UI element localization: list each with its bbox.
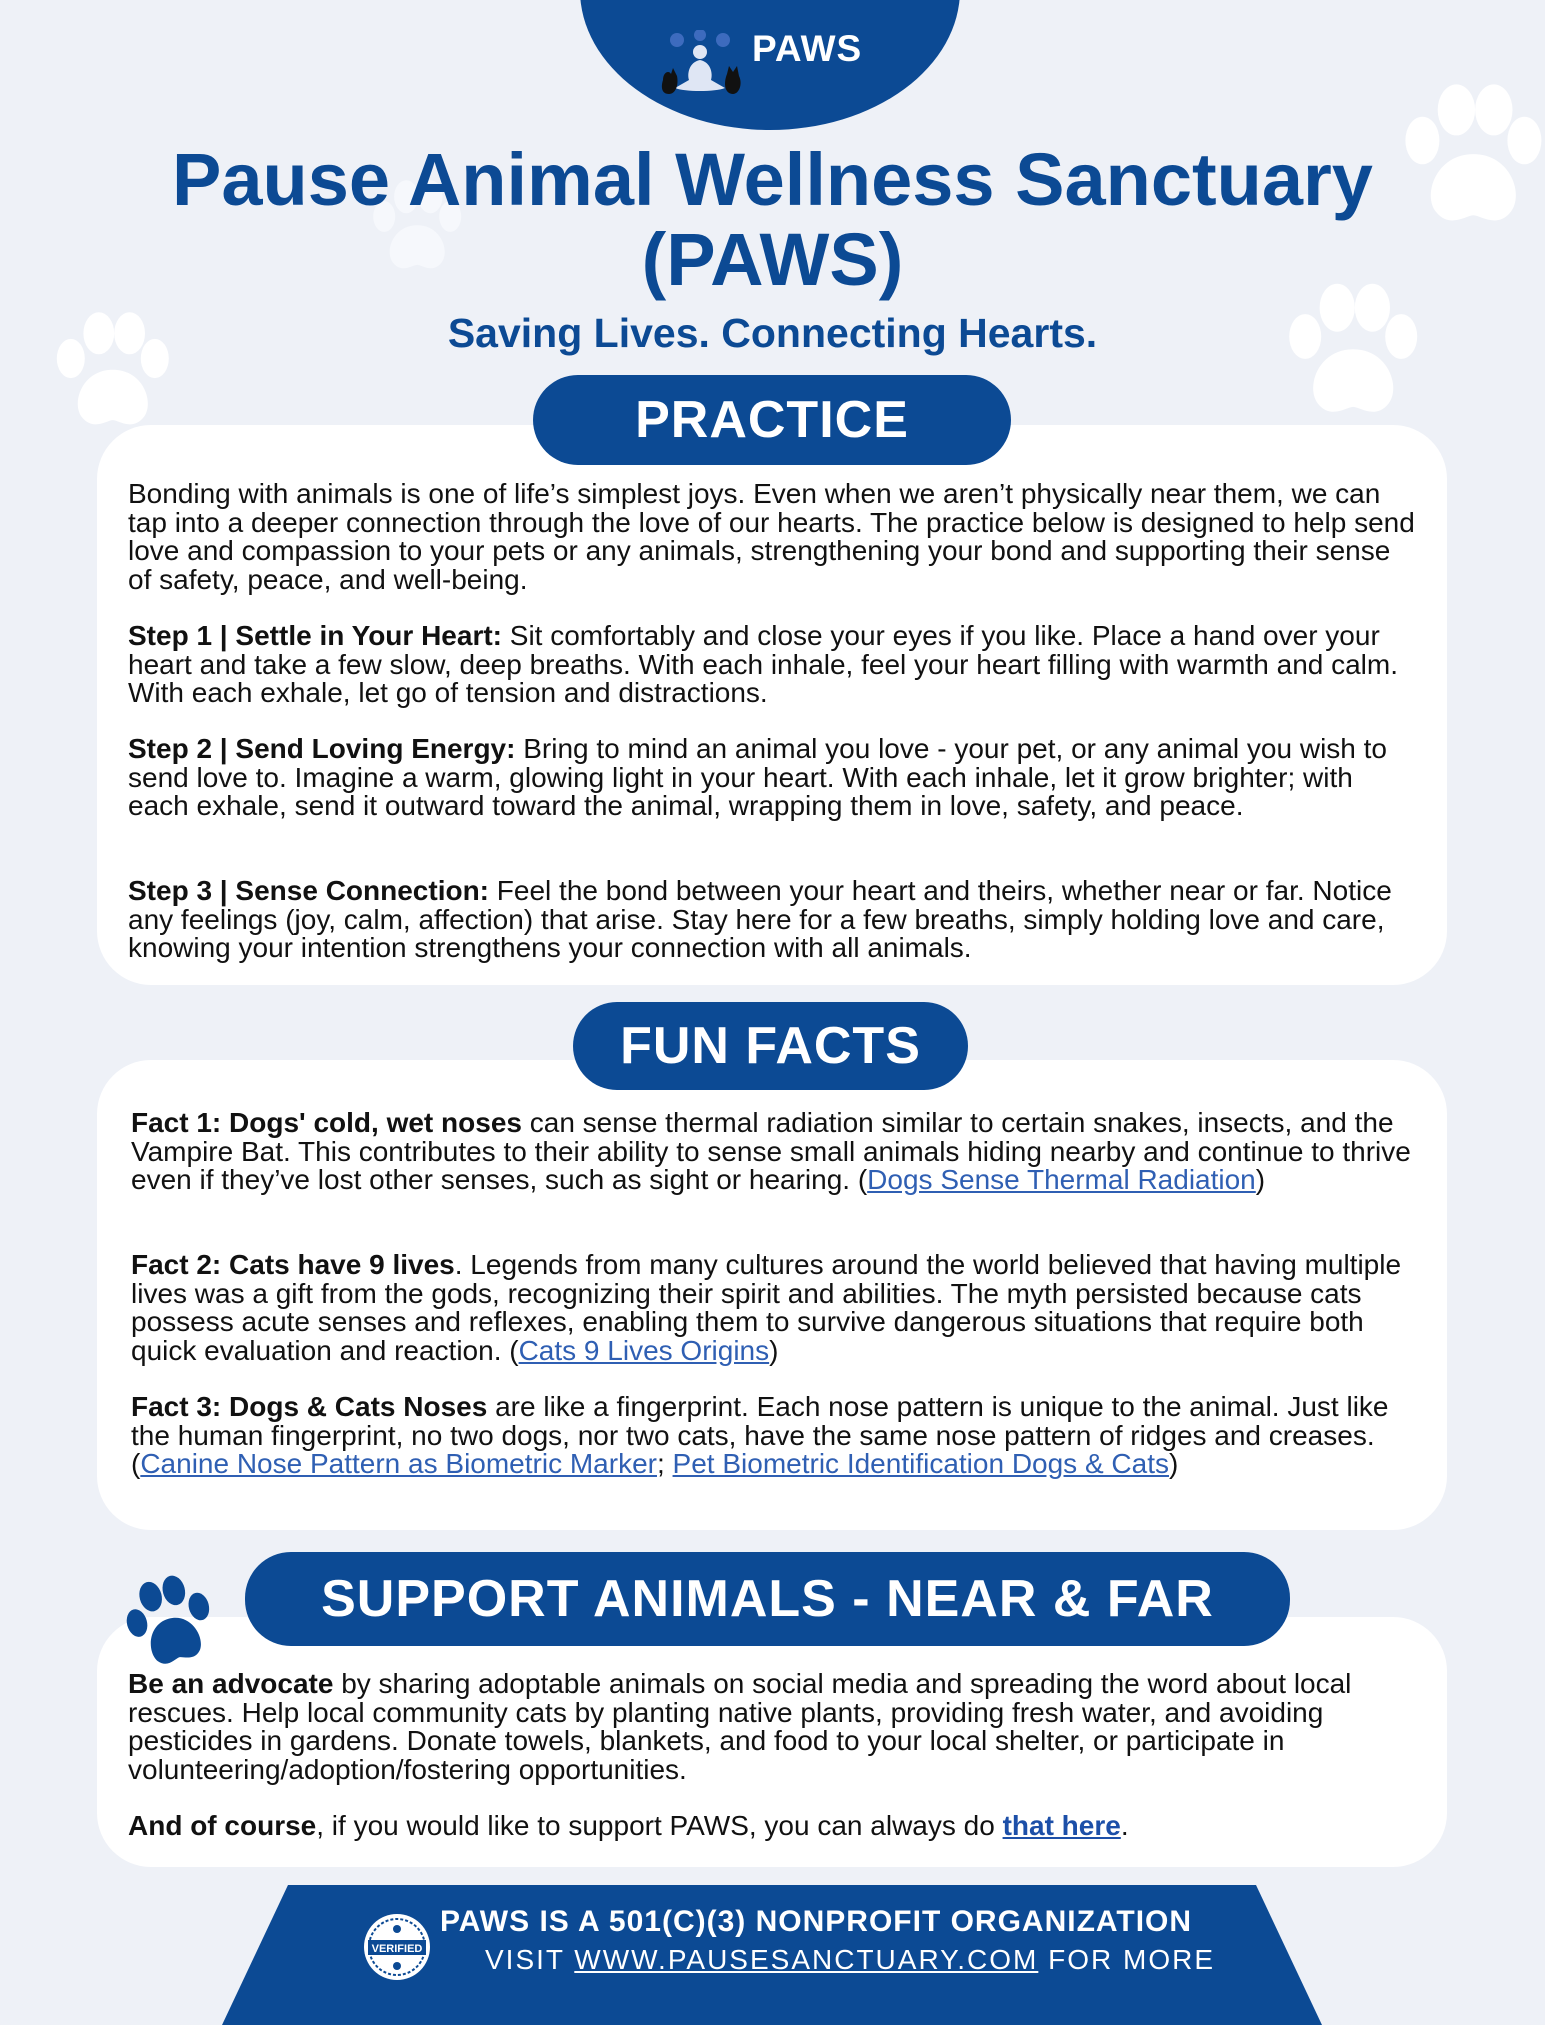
fact-1-label: Fact 1: Dogs' cold, wet noses bbox=[131, 1107, 522, 1138]
fun-facts-heading: FUN FACTS bbox=[573, 1002, 968, 1090]
fact-1-text: can sense thermal radiation similar to certain snakes, insects, and the Vampire Bat. This contributes to their ability to sense small animals hiding nearby and continue to thrive even if they’ve lost other senses, such as sight or hearing. ( bbox=[131, 1107, 1411, 1195]
of-course-label: And of course bbox=[128, 1810, 317, 1841]
support-paws-link[interactable]: that here bbox=[1002, 1810, 1121, 1841]
support-text: , if you would like to support PAWS, you can always do bbox=[316, 1810, 1003, 1841]
website-link[interactable]: WWW.PAUSESANCTUARY.COM bbox=[574, 1944, 1039, 1975]
visit-prefix: VISIT bbox=[485, 1944, 575, 1975]
fact-3-separator: ; bbox=[656, 1448, 673, 1479]
step-1-label: Step 1 | Settle in Your Heart: bbox=[128, 620, 502, 651]
practice-step-3 bbox=[128, 877, 1418, 963]
fact-2-text: . Legends from many cultures around the world believed that having multiple lives was a gift from the gods, recognizing their spirit and abilities. The myth persisted because cats possess acute senses and reflexes, enabling them to survive dangerous situations that require both quick evaluation and reaction. ( bbox=[131, 1249, 1402, 1366]
verified-seal-icon bbox=[362, 1912, 432, 1982]
title-line-1: Pause Animal Wellness Sanctuary bbox=[172, 138, 1373, 221]
support-heading: SUPPORT ANIMALS - NEAR & FAR bbox=[245, 1552, 1290, 1646]
step-3-label: Step 3 | Sense Connection: bbox=[128, 875, 490, 906]
nonprofit-statement: PAWS IS A 501(C)(3) NONPROFIT ORGANIZATION bbox=[440, 1905, 1193, 1938]
advocate-text: by sharing adoptable animals on social media and spreading the word about local rescues. Help local community cats by planting native plants, providing fresh water, and avoiding pesticides in gardens. Donate towels, blankets, and food to your local shelter, or participate in volunteering/adoption/fostering opportunities. bbox=[128, 1668, 1352, 1785]
fact-3 bbox=[131, 1393, 1421, 1479]
cats-lives-link[interactable]: Cats 9 Lives Origins bbox=[518, 1334, 770, 1366]
step-1-text: Sit comfortably and close your eyes if you like. Place a hand over your heart and take a few slow, deep breaths. With each inhale, feel your heart filling with warmth and calm. With each exhale, let go of tension and distractions. bbox=[128, 620, 1399, 708]
canine-nose-link[interactable]: Canine Nose Pattern as Biometric Marker bbox=[140, 1448, 657, 1479]
visit-website bbox=[485, 1944, 1215, 1976]
advocate-label: Be an advocate bbox=[128, 1668, 334, 1699]
visit-suffix: FOR MORE bbox=[1038, 1944, 1216, 1975]
fact-2 bbox=[131, 1251, 1421, 1365]
practice-intro: Bonding with animals is one of life’s simplest joys. Even when we aren’t physically near them, we can tap into a deeper connection through the love of our hearts. The practice below is designed to help send love and compassion to your pets or any animals, strengthening your bond and supporting their sense of safety, peace, and well-being. bbox=[128, 478, 1415, 595]
fact-3-label: Fact 3: Dogs & Cats Noses bbox=[131, 1391, 488, 1422]
seal-text: VERIFIED bbox=[371, 1943, 423, 1955]
pet-biometric-link[interactable]: Pet Biometric Identification Dogs & Cats bbox=[672, 1448, 1169, 1479]
fact-3-text: are like a fingerprint. Each nose pattern is unique to the animal. Just like the human fingerprint, no two dogs, nor two cats, have the same nose pattern of ridges and creases. ( bbox=[131, 1391, 1389, 1479]
fact-2-label: Fact 2: Cats have 9 lives bbox=[131, 1249, 455, 1280]
title-line-2: (PAWS) bbox=[641, 218, 904, 301]
practice-heading: PRACTICE bbox=[533, 375, 1011, 465]
fact-1-end: ) bbox=[1255, 1164, 1266, 1195]
dogs-thermal-link[interactable]: Dogs Sense Thermal Radiation bbox=[867, 1164, 1256, 1195]
support-paragraph-1 bbox=[128, 1670, 1418, 1784]
support-end: . bbox=[1120, 1810, 1129, 1841]
step-3-text: Feel the bond between your heart and theirs, whether near or far. Notice any feelings (joy, calm, affection) that arise. Stay here for a few breaths, simply holding love and care, knowing your intention strengthens your connection with all animals. bbox=[128, 875, 1392, 963]
tagline: Saving Lives. Connecting Hearts. bbox=[447, 310, 1098, 356]
step-2-label: Step 2 | Send Loving Energy: bbox=[128, 733, 516, 764]
practice-step-1 bbox=[128, 622, 1418, 708]
paw-icon bbox=[120, 1570, 220, 1675]
paws-logo-icon bbox=[655, 30, 745, 98]
practice-step-2 bbox=[128, 735, 1418, 821]
step-2-text: Bring to mind an animal you love - your pet, or any animal you wish to send love to. Imagine a warm, glowing light in your heart. With each inhale, let it grow brighter; with each exhale, send it outward toward the animal, wrapping them in love, safety, and peace. bbox=[128, 733, 1387, 821]
fact-2-end: ) bbox=[769, 1334, 779, 1366]
fact-3-end: ) bbox=[1169, 1448, 1179, 1479]
page-title bbox=[120, 140, 1425, 300]
brand-name: PAWS bbox=[752, 28, 863, 69]
support-paragraph-2 bbox=[128, 1812, 1418, 1841]
fact-1 bbox=[131, 1109, 1421, 1195]
